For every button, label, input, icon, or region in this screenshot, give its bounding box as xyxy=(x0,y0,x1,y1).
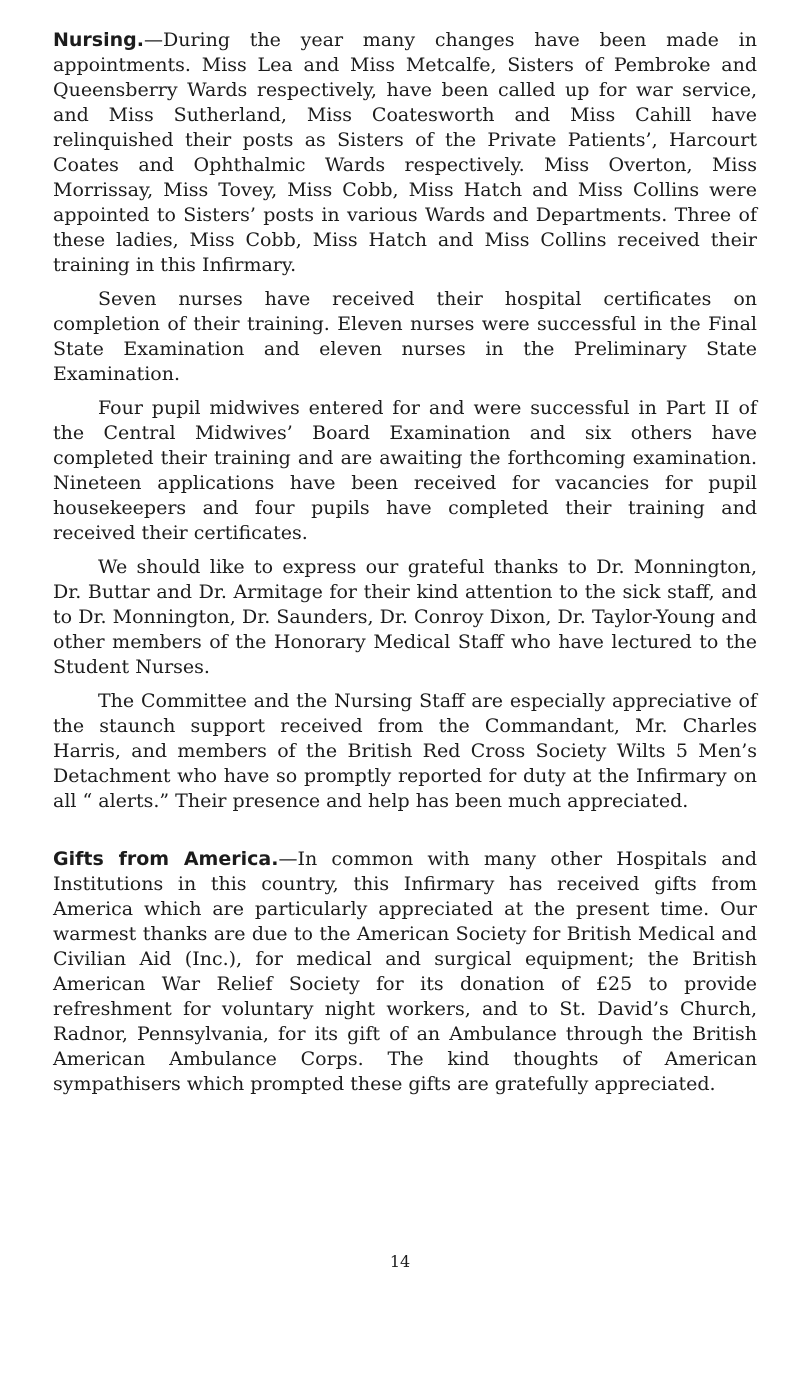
nursing-paragraph-1 xyxy=(53,28,757,278)
page-number: 14 xyxy=(389,1252,411,1271)
gifts-paragraph-1 xyxy=(53,847,757,1097)
nursing-paragraph-4: We should like to express our grateful thanks to Dr. Monnington, Dr. Buttar and Dr. Armitage for their kind attention to the sick staff, and to Dr. Monnington, Dr. Saunders, Dr. Conroy Dixon, Dr. Taylor-Young and other members of the Honorary Medical Staff who have lectured to the Student Nurses. xyxy=(53,556,757,678)
nursing-paragraph-1-text: —During the year many changes have been made in appointments. Miss Lea and Miss Metcalfe, Sisters of Pembroke and Queensberry Wards respectively, have been called up for war service, and Miss Sutherland, Miss Coatesworth and Miss Cahill have relinquished their posts as Sisters of the Private Patients’, Harcourt Coates and Ophthalmic Wards respectively. Miss Overton, Miss Morrissay, Miss Tovey, Miss Cobb, Miss Hatch and Miss Collins were appointed to Sisters’ posts in various Wards and Departments. Three of these ladies, Miss Cobb, Miss Hatch and Miss Collins received their training in this Infirmary. xyxy=(53,29,757,276)
section-break xyxy=(53,823,757,847)
gifts-paragraph-1-text: —In common with many other Hospitals and Institutions in this country, this Infirmary has received gifts from America which are particularly appreciated at the present time. Our warmest thanks are due to the American Society for British Medical and Civilian Aid (Inc.), for medical and surgical equipment; the British American War Relief Society for its donation of £25 to provide refreshment for voluntary night workers, and to St. David’s Church, Radnor, Pennsylvania, for its gift of an Ambulance through the British American Ambulance Corps. The kind thoughts of American sympathisers which prompted these gifts are gratefully appreciated. xyxy=(53,848,757,1095)
nursing-paragraph-3: Four pupil midwives entered for and were successful in Part II of the Central Midwives’ Board Examination and six others have completed their training and are awaiting the forthcoming examination. Nineteen applications have been received for vacancies for pupil housekeepers and four pupils have completed their training and received their certificates. xyxy=(53,397,757,544)
nursing-paragraph-2: Seven nurses have received their hospital certificates on completion of their training. Eleven nurses were successful in the Final State Examination and eleven nurses in the Preliminary State Examination. xyxy=(53,288,757,385)
nursing-heading: Nursing. xyxy=(53,29,144,51)
gifts-heading: Gifts from America. xyxy=(53,848,279,870)
nursing-paragraph-5: The Committee and the Nursing Staff are especially appreciative of the staunch support received from the Commandant, Mr. Charles Harris, and members of the British Red Cross Society Wilts 5 Men’s Detachment who have so promptly reported for duty at the Infirmary on all “ alerts.” Their presence and help has been much appreciated. xyxy=(53,690,757,812)
document-page xyxy=(53,28,757,1106)
